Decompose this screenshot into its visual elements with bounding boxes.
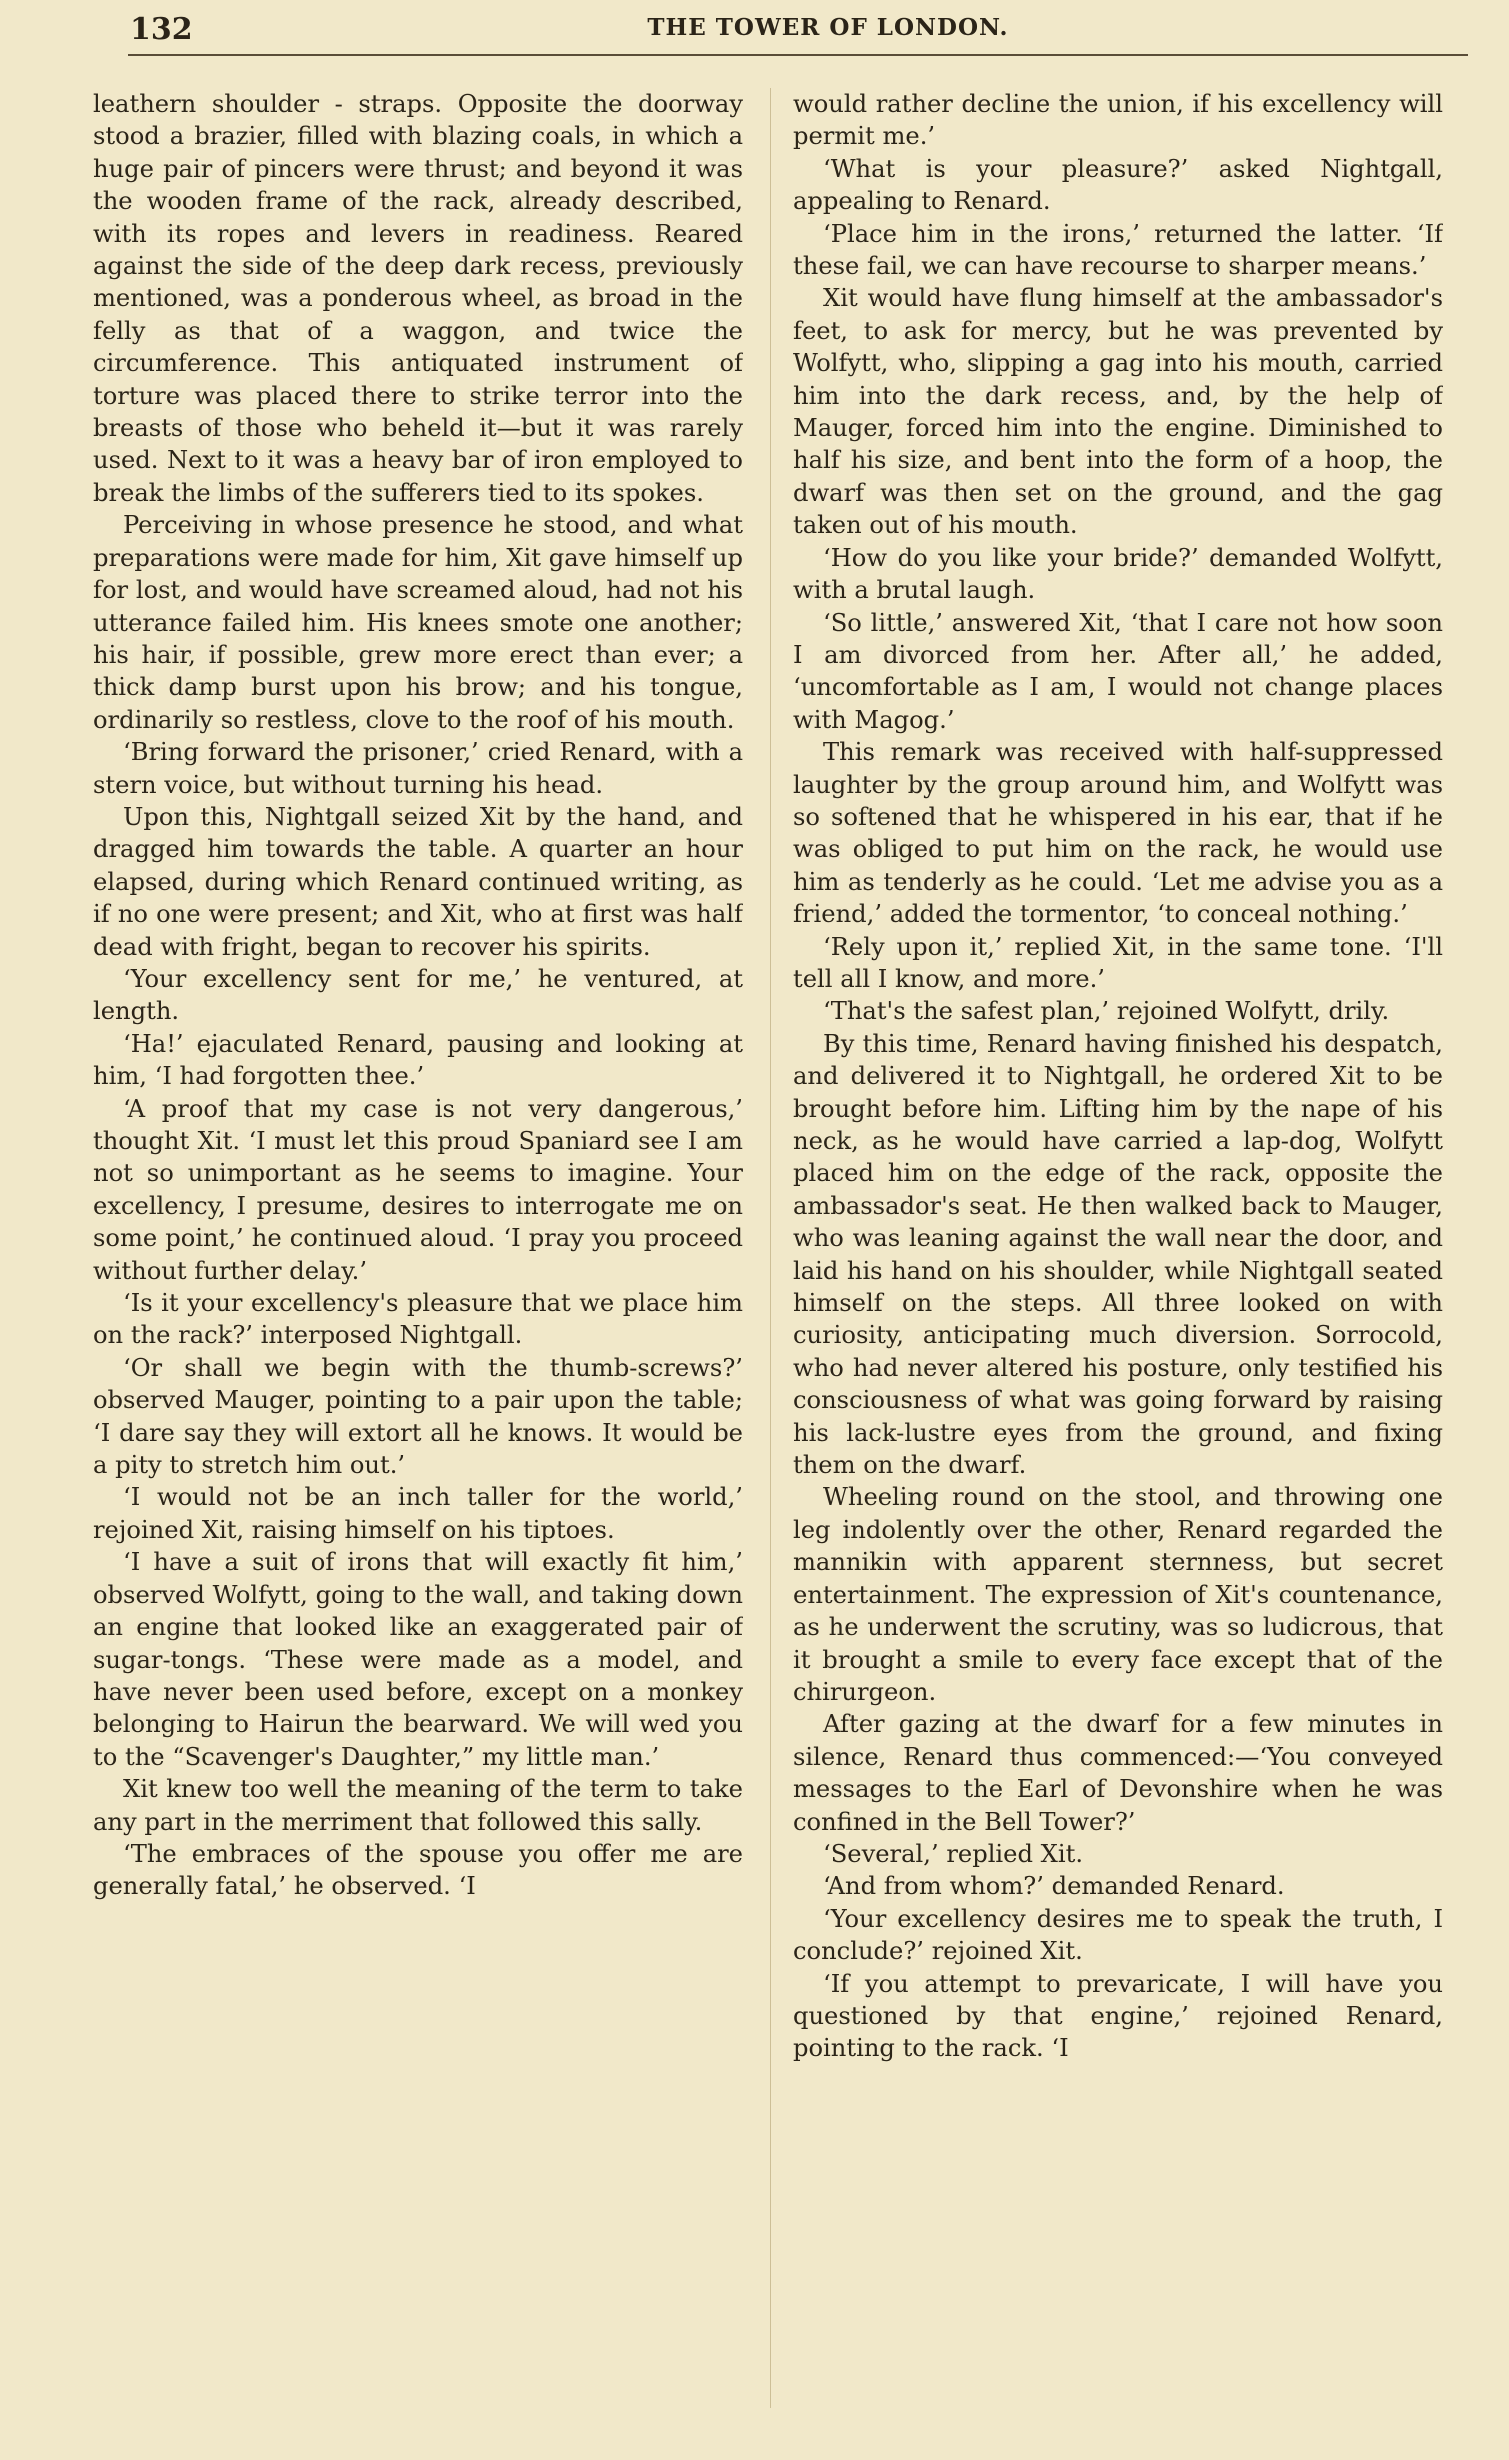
page-number: 132 <box>130 12 193 47</box>
left-column <box>93 88 743 2418</box>
paragraph: ‘Is it your excellency's pleasure that we place him on the rack?’ interposed Nightgall. <box>93 1289 743 1350</box>
paragraph: ‘The embraces of the spouse you offer me are generally fatal,’ he observed. ‘I <box>93 1839 743 1901</box>
paragraph: Upon this, Nightgall seized Xit by the hand, and dragged him towards the table. A quarter an hour elapsed, during which Renard continued writing, as if no one were present; and Xit, who at first was half dead with fright, began to recover his spirits. <box>93 802 743 961</box>
paragraph: By this time, Renard having finished his despatch, and delivered it to Nightgall, he ordered Xit to be brought before him. Lifting him by the nape of his neck, as he would have carried a lap-dog, Wolfytt placed him on the edge of the rack, opposite the ambassador's seat. He then walked back to Mauger, who was leaning against the wall near the door, and laid his hand on his shoulder, while Nightgall seated himself on the steps. All three looked on with curiosity, anticipating much diversion. Sorrocold, who had never altered his posture, only testified his consciousness of what was going forward by raising his lack-lustre eyes from the ground, and fixing them on the dwarf. <box>793 1029 1443 1480</box>
paragraph: ‘I would not be an inch taller for the world,’ rejoined Xit, raising himself on his tiptoes. <box>93 1483 743 1544</box>
paragraph: ‘Several,’ replied Xit. <box>823 1839 1084 1868</box>
paragraph: Xit would have flung himself at the ambassador's feet, to ask for mercy, but he was prevented by Wolfytt, who, slipping a gag into his mouth, carried him into the dark recess, and, by the help of Mauger, forced him into the engine. Diminished to half his size, and bent into the form of a hoop, the dwarf was then set on the ground, and the gag taken out of his mouth. <box>793 284 1443 540</box>
paragraph: ‘Place him in the irons,’ returned the latter. ‘If these fail, we can have recourse to sharper means.’ <box>793 219 1443 281</box>
paragraph: ‘How do you like your bride?’ demanded Wolfytt, with a brutal laugh. <box>793 543 1443 605</box>
paragraph: After gazing at the dwarf for a few minutes in silence, Renard thus commenced:—‘You conveyed messages to the Earl of Devonshire when he was confined in the Bell Tower?’ <box>793 1710 1443 1836</box>
paragraph: leathern shoulder - straps. Opposite the doorway stood a brazier, filled with blazing coals, in which a huge pair of pincers were thrust; and beyond it was the wooden frame of the rack, already described, with its ropes and levers in readiness. Reared against the side of the deep dark recess, previously mentioned, was a ponderous wheel, as broad in the felly as that of a waggon, and twice the circumference. This antiquated instrument of torture was placed there to strike terror into the breasts of those who beheld it—but it was rarely used. Next to it was a heavy bar of iron employed to break the limbs of the sufferers tied to its spokes. <box>93 90 743 507</box>
paragraph: ‘And from whom?’ demanded Renard. <box>823 1872 1285 1901</box>
paragraph: ‘That's the safest plan,’ rejoined Wolfytt, drily. <box>823 997 1390 1026</box>
column-divider <box>770 88 771 2408</box>
paragraph: Wheeling round on the stool, and throwing one leg indolently over the other, Renard regarded the mannikin with apparent sternness, but secret entertainment. The expression of Xit's countenance, as he underwent the scrutiny, was so ludicrous, that it brought a smile to every face except that of the chirurgeon. <box>793 1483 1443 1706</box>
right-column <box>793 88 1443 2418</box>
paragraph: ‘Bring forward the prisoner,’ cried Renard, with a stern voice, but without turning his head. <box>93 738 743 799</box>
paragraph: ‘I have a suit of irons that will exactly fit him,’ observed Wolfytt, going to the wall, and taking down an engine that looked like an exaggerated pair of sugar-tongs. ‘These were made as a model, and have never been used before, except on a monkey belonging to Hairun the bearward. We will wed you to the “Scavenger's Daughter,” my little man.’ <box>93 1548 743 1771</box>
paragraph: ‘Your excellency sent for me,’ he ventured, at length. <box>93 964 743 1026</box>
paragraph: ‘What is your pleasure?’ asked Nightgall, appealing to Renard. <box>793 154 1443 216</box>
paragraph: ‘Rely upon it,’ replied Xit, in the same tone. ‘I'll tell all I know, and more.’ <box>793 932 1443 993</box>
paragraph: Perceiving in whose presence he stood, and what preparations were made for him, Xit gave himself up for lost, and would have screamed aloud, had not his utterance failed him. His knees smote one another; his hair, if possible, grew more erect than ever; a thick damp burst upon his brow; and his tongue, ordinarily so restless, clove to the roof of his mouth. <box>93 511 743 734</box>
paragraph: This remark was received with half-suppressed laughter by the group around him, and Wolfytt was so softened that he whispered in his ear, that if he was obliged to put him on the rack, he would use him as tenderly as he could. ‘Let me advise you as a friend,’ added the tormentor, ‘to conceal nothing.’ <box>793 738 1443 929</box>
running-header <box>128 10 1468 56</box>
paragraph: Xit knew too well the meaning of the term to take any part in the merriment that followed this sally. <box>93 1775 743 1836</box>
paragraph: ‘So little,’ answered Xit, ‘that I care not how soon I am divorced from her. After all,’ he added, ‘uncomfortable as I am, I would not change places with Magog.’ <box>793 608 1443 734</box>
paragraph: would rather decline the union, if his excellency will permit me.’ <box>793 90 1443 151</box>
paragraph: ‘If you attempt to prevaricate, I will have you questioned by that engine,’ rejoined Renard, pointing to the rack. ‘I <box>793 1969 1443 2063</box>
paragraph: ‘A proof that my case is not very dangerous,’ thought Xit. ‘I must let this proud Spaniard see I am not so unimportant as he seems to imagine. Your excellency, I presume, desires to interrogate me on some point,’ he continued aloud. ‘I pray you proceed without further delay.’ <box>93 1094 743 1285</box>
running-title: THE TOWER OF LONDON. <box>647 14 1009 41</box>
paragraph: ‘Or shall we begin with the thumb-screws?’ observed Mauger, pointing to a pair upon the table; ‘I dare say they will extort all he knows. It would be a pity to stretch him out.’ <box>93 1353 743 1480</box>
paragraph: ‘Your excellency desires me to speak the truth, I conclude?’ rejoined Xit. <box>793 1904 1443 1966</box>
paragraph: ‘Ha!’ ejaculated Renard, pausing and looking at him, ‘I had forgotten thee.’ <box>93 1029 743 1091</box>
